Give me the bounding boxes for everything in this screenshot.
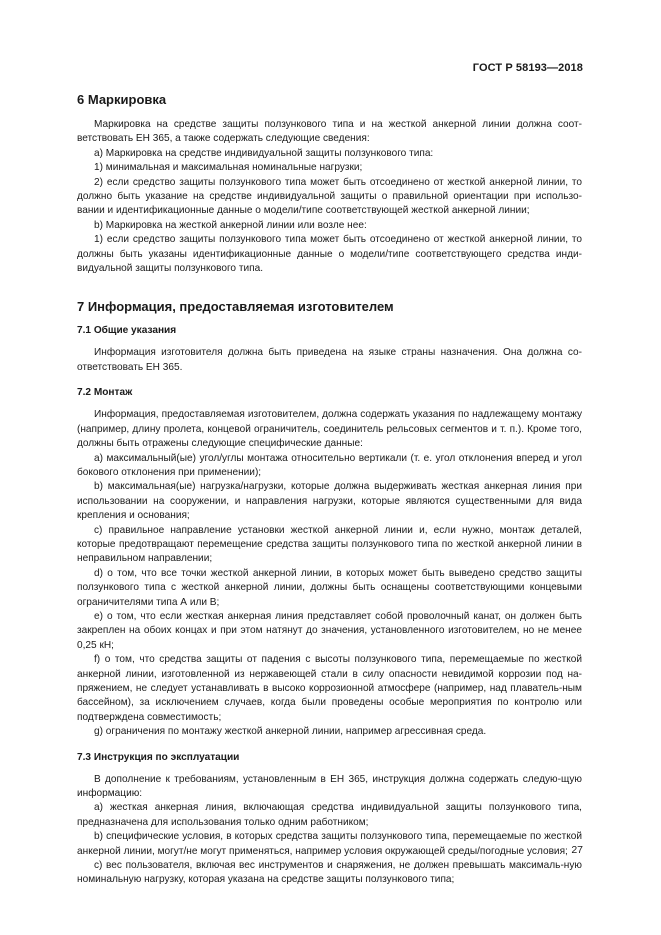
subsection-7-2-title: 7.2 Монтаж <box>77 387 133 399</box>
section-6-title: 6 Маркировка <box>77 92 167 107</box>
paragraph: b) специфические условия, в которых средства защиты ползункового типа, перемещаемые по жесткой анкерной линии, могут/не могут применяться, например условия окружающей среды/погодные условия; <box>77 831 582 857</box>
paragraph: f) о том, что средства защиты от падения с высоты ползункового типа, перемещаемые по жесткой анкерной линии, изготовленной из нержавеющей стали в силу опасности невидимой коррозии под на-пряжением, не следует устанавливать в высоко коррозионной атмосфере (например, над плаватель-ным бассейном), за исключением случаев, когда были проведены особые мероприятия по контролю или подтверждена совместимость; <box>77 654 582 723</box>
document-id: ГОСТ Р 58193—2018 <box>472 62 583 74</box>
paragraph: а) Маркировка на средстве индивидуальной защиты ползункового типа: <box>94 147 434 159</box>
paragraph: d) о том, что все точки жесткой анкерной линии, в которых может быть выведено средство защиты ползункового типа с жесткой анкерной линии, должны быть оснащены соответствующими концевыми ограничителями типа А или В; <box>77 567 582 608</box>
paragraph: с) правильное направление установки жесткой анкерной линии и, если нужно, монтаж деталей, которые предотвращают перемещение средства защиты ползункового типа по жесткой анкерной линии в неправильном направлении; <box>77 524 582 565</box>
paragraph: а) максимальный(ые) угол/углы монтажа относительно вертикали (т. е. угол отклонения вперед и угол бокового отклонения при применении); <box>77 452 582 478</box>
paragraph: Информация изготовителя должна быть приведена на языке страны назначения. Она должна со-ответствовать ЕН 365. <box>77 347 582 373</box>
paragraph: В дополнение к требованиям, установленным в ЕН 365, инструкция должна содержать следую-щую информацию: <box>77 773 582 800</box>
paragraph: 1) если средство защиты ползункового типа может быть отсоединено от жесткой анкерной линии, то должны быть указаны идентификационные данные о модели/типе соответствующего средства инди-видуальной защиты ползункового типа. <box>77 234 582 275</box>
paragraph: Маркировка на средстве защиты ползункового типа и на жесткой анкерной линии должна соот-ветствовать ЕН 365, а также содержать следующие сведения: <box>77 119 582 145</box>
paragraph: 2) если средство защиты ползункового типа может быть отсоединено от жесткой анкерной линии, то должно быть указание на средстве индивидуальной защиты о правильной ориентации при использо-вании и идентификационные данные о модели/типе соответствующей жесткой анкерной линии; <box>77 176 582 217</box>
paragraph: с) вес пользователя, включая вес инструментов и снаряжения, не должен превышать максималь-ную номинальную нагрузку, которая указана на средстве защиты ползункового типа; <box>77 860 582 886</box>
page-number: 27 <box>571 844 583 856</box>
paragraph: 1) минимальная и максимальная номинальные нагрузки; <box>94 162 363 174</box>
paragraph: а) жесткая анкерная линия, включающая средства индивидуальной защиты ползункового типа, предназначена для использования только одним работником; <box>77 802 582 828</box>
paragraph: Информация, предоставляемая изготовителем, должна содержать указания по надлежащему монтажу (например, длину пролета, концевой ограничитель, соединитель рельсовых сегментов и т. п.). Кроме того, должны быть отражены следующие специфические данные: <box>77 409 582 450</box>
paragraph: b) максимальная(ые) нагрузка/нагрузки, которые должна выдерживать жесткая анкерная линия при использовании на сооружении, и направления нагрузки, которые являются существенными для вида крепления и основания; <box>77 481 582 522</box>
section-7-title: 7 Информация, предоставляемая изготовителем <box>77 299 394 315</box>
page-content <box>77 92 582 888</box>
paragraph: е) о том, что если жесткая анкерная линия представляет собой проволочный канат, он должен быть закреплен на обоих концах и при этом натянут до значения, установленного изготовителем, но не менее 0,25 кН; <box>77 610 582 651</box>
paragraph: g) ограничения по монтажу жесткой анкерной линии, например агрессивная среда. <box>94 726 487 738</box>
paragraph: b) Маркировка на жесткой анкерной линии или возле нее: <box>94 219 367 231</box>
subsection-7-3-title: 7.3 Инструкция по эксплуатации <box>77 751 240 763</box>
subsection-7-1-title: 7.1 Общие указания <box>77 325 177 337</box>
